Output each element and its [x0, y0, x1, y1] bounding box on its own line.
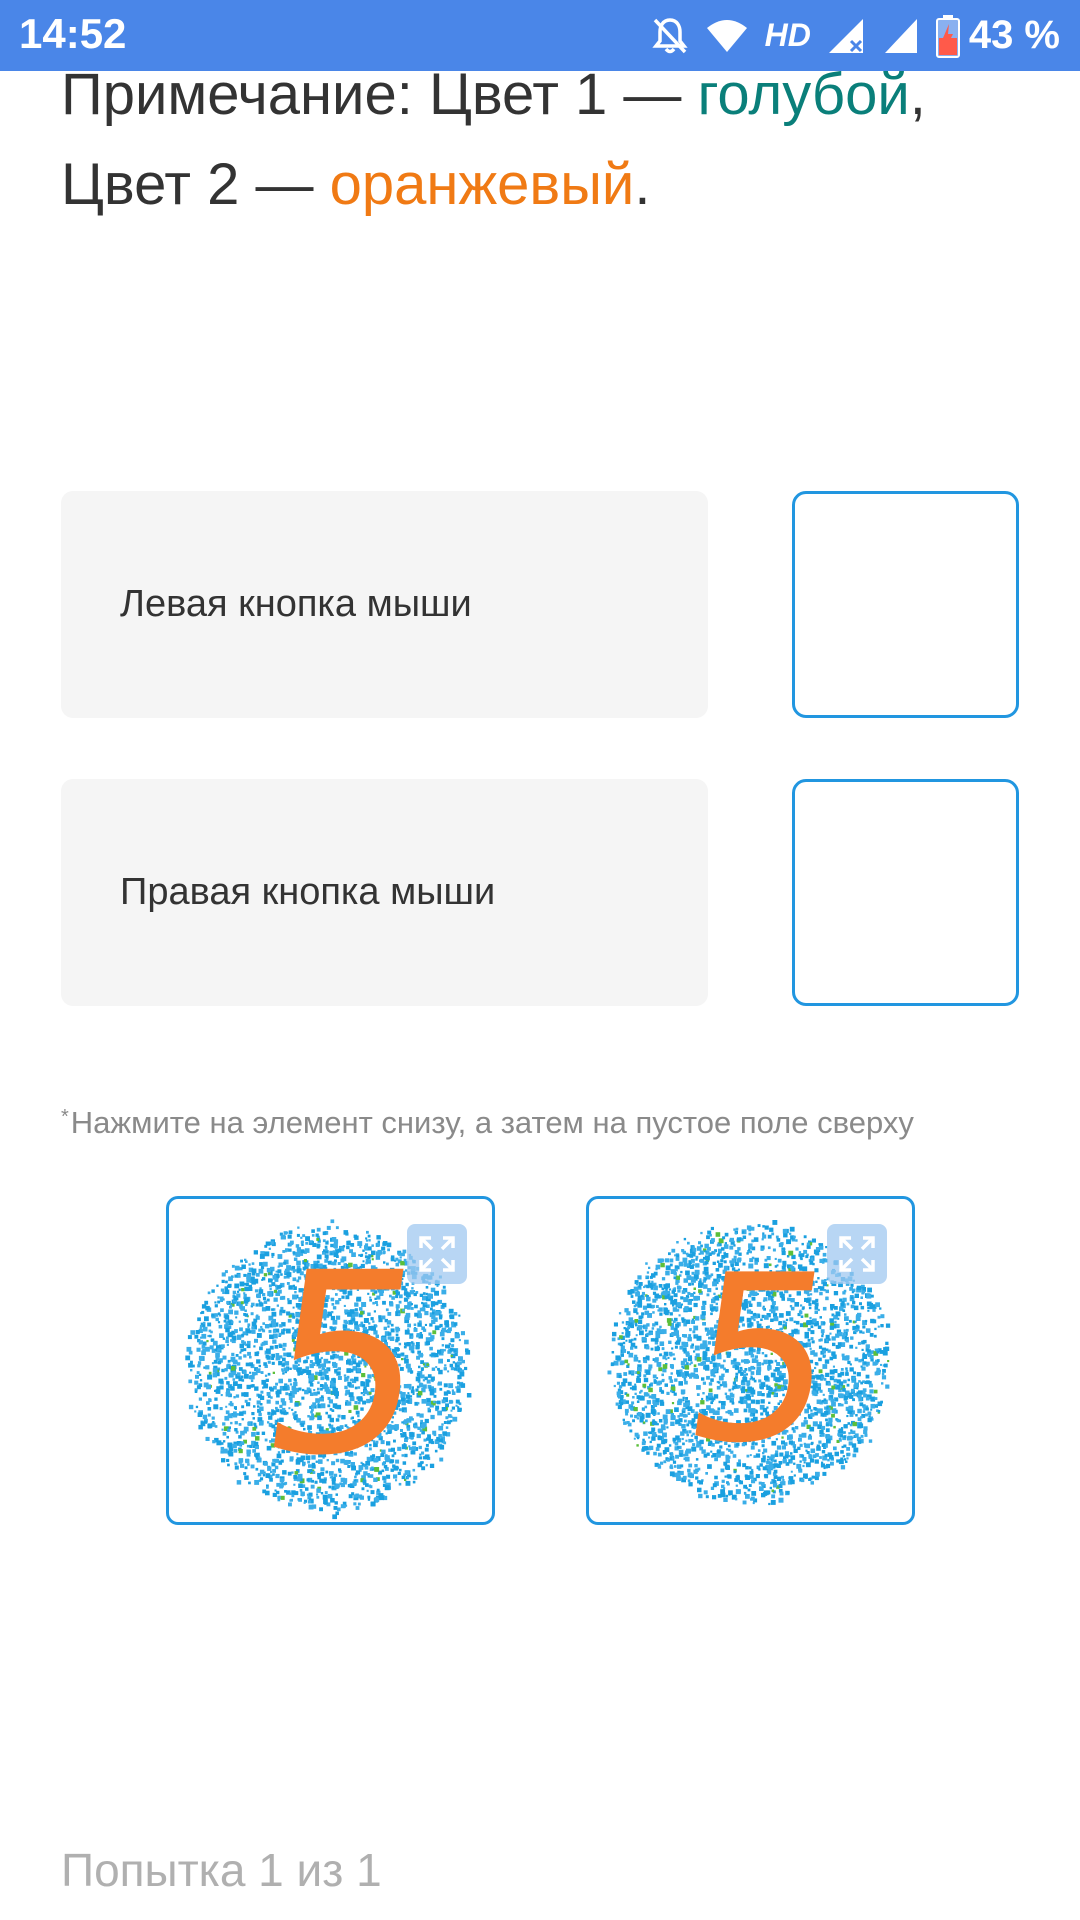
status-time: 14:52 — [19, 10, 127, 57]
row-label-text: Левая кнопка мыши — [120, 583, 472, 625]
row-label-text: Правая кнопка мыши — [120, 871, 496, 913]
note-middle: , — [909, 62, 926, 127]
network-label: HD — [764, 17, 811, 53]
hidden-digit: 5 — [669, 1225, 854, 1494]
wifi-icon — [705, 18, 749, 54]
signal-icon — [827, 17, 867, 55]
hint-marker: * — [61, 1106, 69, 1128]
option-card-1[interactable] — [166, 1196, 495, 1525]
hint-text: Нажмите на элемент снизу, а затем на пустое поле сверху — [70, 1105, 914, 1140]
hidden-digit: 5 — [245, 1220, 446, 1511]
drop-slot-right-button[interactable] — [792, 779, 1019, 1006]
expand-button[interactable] — [827, 1224, 887, 1284]
color-note — [61, 50, 1021, 230]
attempt-counter: Попытка 1 из 1 — [61, 1844, 382, 1896]
color1-name: голубой — [697, 62, 910, 127]
note-prefix: Примечание: Цвет 1 — — [61, 62, 698, 127]
option-card-2[interactable] — [586, 1196, 915, 1525]
expand-icon — [837, 1234, 877, 1274]
status-bar — [0, 0, 1080, 71]
battery-icon — [935, 14, 961, 58]
expand-button[interactable] — [407, 1224, 467, 1284]
expand-icon — [417, 1234, 457, 1274]
color2-name: оранжевый — [329, 152, 635, 217]
instruction-hint — [61, 1105, 914, 1141]
status-icons — [635, 0, 1060, 71]
row-label-right-button — [61, 779, 708, 1006]
bell-off-icon — [651, 16, 689, 56]
row-label-left-button — [61, 491, 708, 718]
note-line2-prefix: Цвет 2 — — [61, 152, 330, 217]
battery-percent: 43 % — [968, 13, 1060, 57]
signal-icon — [883, 17, 919, 55]
drop-slot-left-button[interactable] — [792, 491, 1019, 718]
note-suffix: . — [634, 152, 651, 217]
